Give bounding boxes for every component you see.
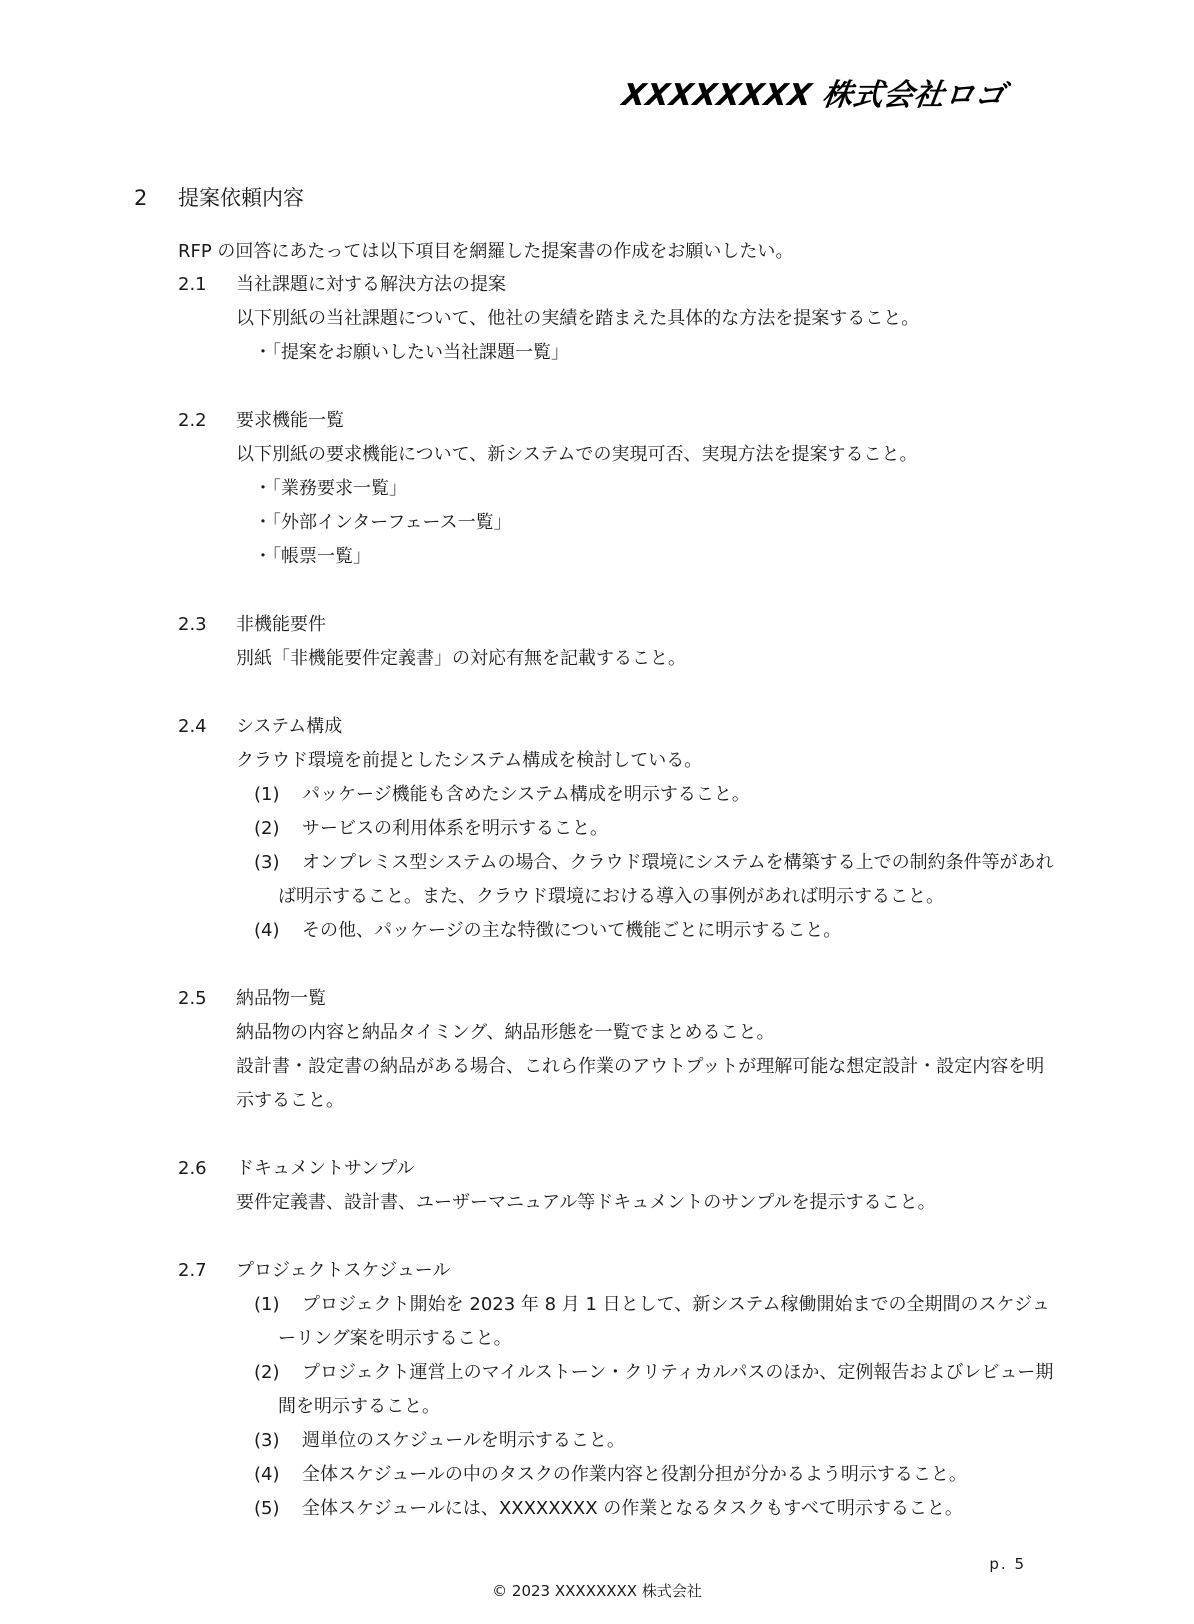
section-2-5 [178, 982, 1058, 1118]
numbered-item [178, 1288, 1058, 1356]
subsection-title: 非機能要件 [236, 614, 326, 635]
subsection-title: 納品物一覧 [236, 988, 326, 1009]
item-number: (4) [254, 920, 280, 941]
subsection-title: 要求機能一覧 [236, 410, 344, 431]
section-2-7 [178, 1254, 1058, 1526]
section-2-3 [178, 608, 1058, 676]
company-logo: XXXXXXXX 株式会社ロゴ [620, 78, 1008, 113]
numbered-item [178, 778, 1058, 812]
subsection-text: 設計書・設定書の納品がある場合、これら作業のアウトプットが理解可能な想定設計・設定内容を明示すること。 [236, 1056, 1045, 1111]
document-body [178, 268, 1058, 1560]
numbered-item [178, 812, 1058, 846]
intro-text: RFP の回答にあたっては以下項目を網羅した提案書の作成をお願いしたい。 [178, 241, 794, 262]
section-2-2 [178, 404, 1058, 574]
item-number: (4) [254, 1464, 280, 1485]
item-number: (5) [254, 1498, 280, 1519]
subsection-number: 2.1 [178, 274, 207, 295]
subsection-text: 以下別紙の要求機能について、新システムでの実現可否、実現方法を提案すること。 [236, 444, 918, 465]
subsection-text: 納品物の内容と納品タイミング、納品形態を一覧でまとめること。 [236, 1022, 775, 1043]
page-number: p. 5 [989, 1555, 1026, 1573]
item-text: オンプレミス型システムの場合、クラウド環境にシステムを構築する上での制約条件等があれば明示すること。また、クラウド環境における導入の事例があれば明示すること。 [278, 852, 1054, 907]
bullet-item: ・「帳票一覧」 [254, 546, 371, 567]
numbered-item [178, 1356, 1058, 1424]
section-2-6 [178, 1152, 1058, 1220]
subsection-number: 2.4 [178, 716, 207, 737]
item-text: その他、パッケージの主な特徴について機能ごとに明示すること。 [302, 920, 842, 941]
numbered-item [178, 846, 1058, 914]
item-number: (1) [254, 1294, 280, 1315]
numbered-item [178, 1458, 1058, 1492]
item-text: プロジェクト運営上のマイルストーン・クリティカルパスのほか、定例報告およびレビュー期間を明示すること。 [278, 1362, 1054, 1417]
subsection-number: 2.2 [178, 410, 207, 431]
subsection-title: プロジェクトスケジュール [236, 1260, 451, 1281]
subsection-title: 当社課題に対する解決方法の提案 [236, 274, 506, 295]
subsection-number: 2.7 [178, 1260, 207, 1281]
subsection-number: 2.5 [178, 988, 207, 1009]
section-number: 2 [134, 186, 148, 210]
section-2-1 [178, 268, 1058, 370]
item-number: (3) [254, 1430, 280, 1451]
item-text: サービスの利用体系を明示すること。 [302, 818, 608, 839]
item-text: 全体スケジュールの中のタスクの作業内容と役割分担が分かるよう明示すること。 [302, 1464, 967, 1485]
subsection-title: ドキュメントサンプル [236, 1158, 415, 1179]
subsection-number: 2.3 [178, 614, 207, 635]
bullet-item: ・「提案をお願いしたい当社課題一覧」 [254, 342, 569, 363]
numbered-item [178, 914, 1058, 948]
bullet-item: ・「業務要求一覧」 [254, 478, 407, 499]
subsection-number: 2.6 [178, 1158, 207, 1179]
subsection-text: 以下別紙の当社課題について、他社の実績を踏まえた具体的な方法を提案すること。 [236, 308, 920, 329]
subsection-text: 別紙「非機能要件定義書」の対応有無を記載すること。 [236, 648, 686, 669]
item-text: 週単位のスケジュールを明示すること。 [302, 1430, 625, 1451]
subsection-title: システム構成 [236, 716, 343, 737]
section-title: 提案依頼内容 [178, 186, 304, 210]
numbered-item [178, 1492, 1058, 1526]
item-text: 全体スケジュールには、XXXXXXXX の作業となるタスクもすべて明示すること。 [302, 1498, 963, 1519]
section-heading [134, 182, 304, 212]
subsection-text: クラウド環境を前提としたシステム構成を検討している。 [236, 750, 703, 771]
item-text: プロジェクト開始を 2023 年 8 月 1 日として、新システム稼働開始までの全期間のスケジューリング案を明示すること。 [278, 1294, 1050, 1349]
bullet-item: ・「外部インターフェース一覧」 [254, 512, 512, 533]
item-number: (2) [254, 818, 280, 839]
item-number: (3) [254, 852, 280, 873]
item-number: (2) [254, 1362, 280, 1383]
section-2-4 [178, 710, 1058, 948]
numbered-item [178, 1424, 1058, 1458]
item-text: パッケージ機能も含めたシステム構成を明示すること。 [302, 784, 750, 805]
item-number: (1) [254, 784, 280, 805]
copyright-footer: © 2023 XXXXXXXX 株式会社 [492, 1582, 702, 1600]
subsection-text: 要件定義書、設計書、ユーザーマニュアル等ドキュメントのサンプルを提示すること。 [236, 1192, 936, 1213]
